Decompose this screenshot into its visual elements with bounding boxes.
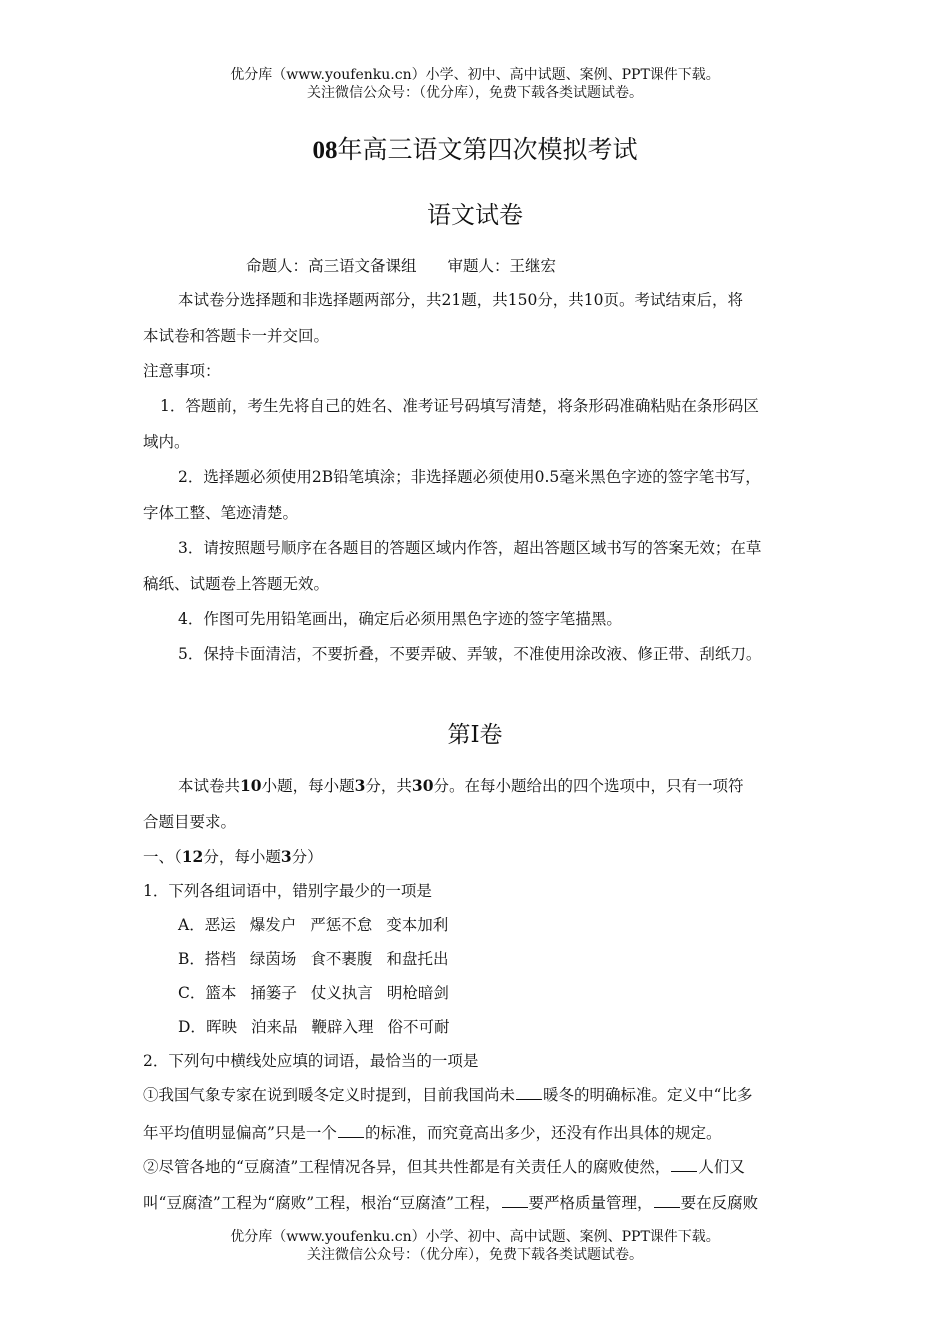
exam-title-year: 08: [312, 137, 338, 164]
note-2-line-1: 2．选择题必须使用2B铅笔填涂；非选择题必须使用0.5毫米黑色字迹的签字笔书写，: [178, 468, 761, 486]
note-3-line-2: 稿纸、试题卷上答题无效。: [143, 575, 330, 593]
section-one-num-1: 12: [181, 847, 204, 866]
fill-blank-5[interactable]: [654, 1193, 680, 1208]
intro-line-2: 本试卷和答题卡一并交回。: [143, 327, 330, 345]
sentence-text: ②尽管各地的“豆腐渣”工程情况各异，但其共性都是有关责任人的腐败使然，: [143, 1158, 671, 1176]
option-word: 爆发户: [249, 916, 297, 934]
exam-subtitle: 语文试卷: [427, 201, 523, 229]
footer-line-1: 优分库（www.youfenku.cn）小学、初中、高中试题、案例、PPT课件下载。: [230, 1229, 720, 1245]
note-1-line-2: 域内。: [143, 433, 190, 451]
fill-blank-2[interactable]: [338, 1123, 364, 1138]
option-word: 搭档: [204, 950, 236, 968]
option-word: 晖映: [205, 1018, 237, 1036]
part-1-desc-line-1: [178, 776, 744, 796]
option-word: 泊来品: [250, 1018, 298, 1036]
sentence-text: 的标准，而究竟高出多少，还没有作出具体的规定。: [364, 1124, 722, 1142]
header-banner: [0, 66, 950, 102]
footer-banner: [0, 1228, 950, 1264]
question-1-option-d: [178, 1017, 450, 1037]
question-2-stem: 2．下列句中横线处应填的词语，最恰当的一项是: [143, 1052, 479, 1070]
sentence-text: 要严格质量管理，: [528, 1194, 653, 1212]
section-one-heading: [143, 847, 323, 867]
fill-blank-1[interactable]: [516, 1085, 542, 1100]
banner-line-1: 优分库（www.youfenku.cn）小学、初中、高中试题、案例、PPT课件下载。: [230, 67, 720, 83]
option-word: 鞭辟入理: [311, 1018, 374, 1036]
part-1-desc-b: 小题，每小题: [261, 777, 355, 795]
question-1-option-c: [178, 983, 449, 1003]
fill-blank-4[interactable]: [502, 1193, 528, 1208]
option-word: 仗义执言: [310, 984, 373, 1002]
part-1-desc-num-1: 10: [240, 776, 262, 795]
option-label: A．: [178, 916, 205, 934]
section-one-num-2: 3: [280, 847, 292, 866]
sentence-text: 暖冬的明确标准。定义中“比多: [543, 1086, 753, 1104]
sentence-text: 人们又: [698, 1158, 745, 1176]
part-1-desc-line-2: 合题目要求。: [143, 813, 237, 831]
question-1-option-b: [178, 949, 448, 969]
section-one-c: 分）: [291, 848, 323, 866]
note-3-line-1: 3．请按照题号顺序在各题目的答题区域内作答，超出答题区域书写的答案无效；在草: [178, 539, 762, 557]
option-word: 俗不可耐: [387, 1018, 450, 1036]
option-word: 严惩不怠: [310, 916, 373, 934]
exam-title-text: 年高三语文第四次模拟考试: [337, 135, 638, 164]
option-word: 变本加利: [386, 916, 449, 934]
option-word: 恶运: [204, 916, 236, 934]
option-word: 和盘托出: [386, 950, 449, 968]
part-1-desc-num-3: 30: [411, 776, 434, 795]
part-1-title: 第I卷: [447, 722, 503, 748]
part-1-desc-num-2: 3: [354, 776, 366, 795]
note-4: 4．作图可先用铅笔画出，确定后必须用黑色字迹的签字笔描黑。: [178, 610, 622, 628]
sentence-text: 年平均值明显偏高”只是一个: [143, 1124, 337, 1142]
note-1-line-1: 1．答题前，考生先将自己的姓名、准考证号码填写清楚，将条形码准确粘贴在条形码区: [160, 397, 759, 415]
section-one-b: 分，每小题: [203, 848, 281, 866]
section-one-a: 一、（: [143, 848, 182, 866]
banner-line-2: 关注微信公众号：（优分库），免费下载各类试题试卷。: [307, 85, 643, 101]
question-1-stem: 1．下列各组词语中，错别字最少的一项是: [143, 882, 432, 900]
part-1-desc-d: 分。在每小题给出的四个选项中，只有一项符: [433, 777, 744, 795]
question-2-sentence-2-line-1: [143, 1157, 745, 1177]
sentence-text: 要在反腐败: [680, 1194, 759, 1212]
fill-blank-3[interactable]: [671, 1157, 697, 1172]
intro-line-1: 本试卷分选择题和非选择题两部分，共21题，共150分，共10页。考试结束后，将: [178, 291, 744, 309]
question-2-sentence-2-line-2: [143, 1193, 758, 1213]
part-1-desc-c: 分，共: [365, 777, 412, 795]
option-word: 篮本: [205, 984, 237, 1002]
sentence-text: ①我国气象专家在说到暖冬定义时提到，目前我国尚未: [143, 1086, 516, 1104]
question-1-option-a: [178, 915, 448, 935]
option-word: 明枪暗剑: [386, 984, 449, 1002]
note-5: 5．保持卡面清洁，不要折叠，不要弄破、弄皱，不准使用涂改液、修正带、刮纸刀。: [178, 645, 762, 663]
option-label: B．: [178, 950, 205, 968]
authors-line: 命题人：高三语文备课组 审题人：王继宏: [246, 257, 557, 275]
note-2-line-2: 字体工整、笔迹清楚。: [143, 504, 299, 522]
option-label: D．: [178, 1018, 206, 1036]
option-word: 食不裹腹: [310, 950, 373, 968]
question-2-sentence-1-line-2: [143, 1123, 721, 1143]
exam-title: [0, 130, 950, 166]
option-word: 捅篓子: [250, 984, 297, 1002]
sentence-text: 叫“豆腐渣”工程为“腐败”工程，根治“豆腐渣”工程，: [143, 1194, 501, 1212]
footer-line-2: 关注微信公众号：（优分库），免费下载各类试题试卷。: [307, 1247, 643, 1263]
option-word: 绿茵场: [249, 950, 297, 968]
part-1-desc-a: 本试卷共: [178, 777, 241, 795]
question-2-sentence-1-line-1: [143, 1085, 752, 1105]
notes-heading: 注意事项：: [143, 362, 221, 380]
option-label: C．: [178, 984, 206, 1002]
